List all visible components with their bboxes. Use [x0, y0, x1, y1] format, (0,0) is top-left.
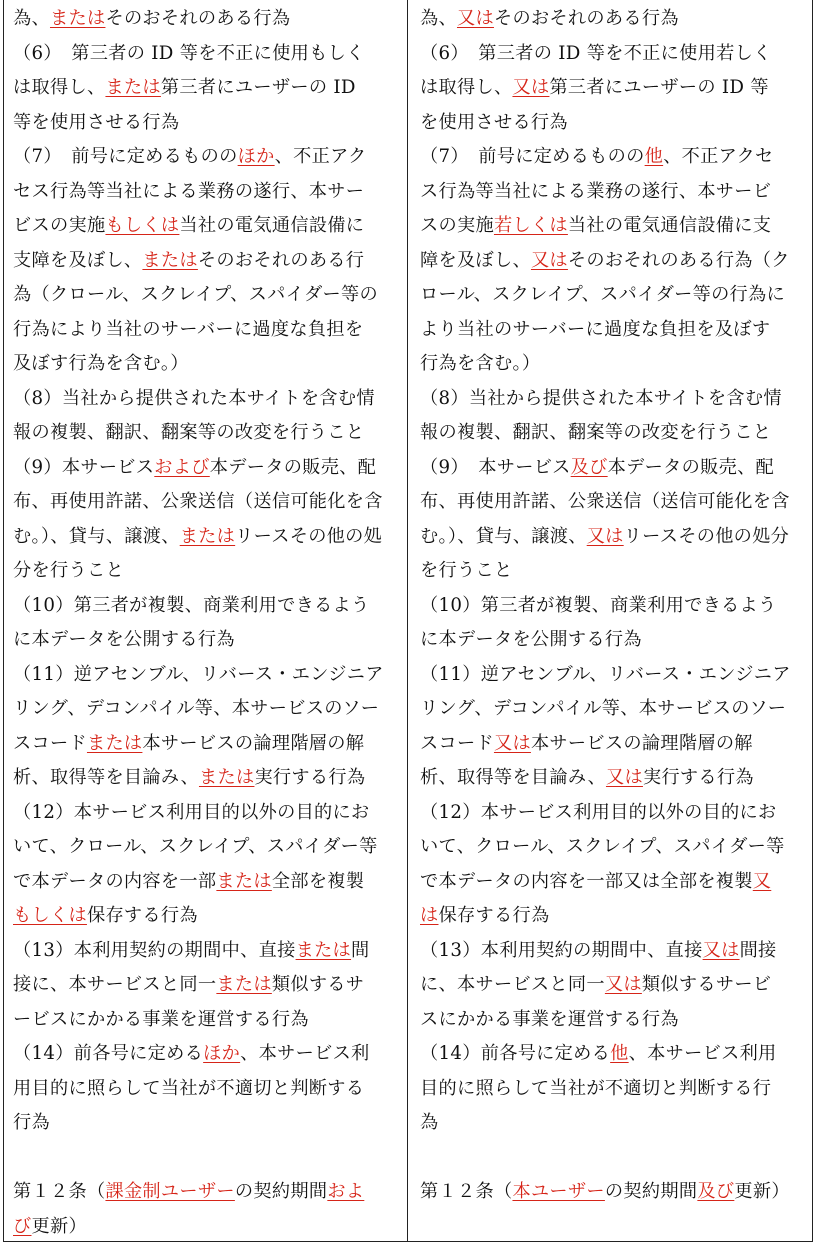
text-segment: 本データの販売、配 — [209, 456, 377, 478]
text-line — [13, 1175, 401, 1210]
text-segment: 障を及ぼし、 — [420, 249, 531, 271]
text-segment: 類似するサ — [271, 974, 365, 995]
text-segment: 更新） — [31, 1215, 87, 1237]
text-line — [420, 692, 804, 727]
highlighted-term: 又は — [605, 767, 643, 788]
text-segment: 及ぼす行為を含む。） — [13, 353, 189, 374]
text-segment: ービスにかかる事業を運営する行為 — [13, 1008, 309, 1030]
text-line — [420, 485, 804, 520]
text-segment: に本データを公開する行為 — [13, 629, 235, 650]
text-segment: を使用させる行為 — [420, 111, 568, 133]
text-segment: （13）本利用契約の期間中、直接 — [420, 939, 703, 961]
text-line — [13, 899, 401, 934]
text-line — [420, 1003, 804, 1038]
text-segment: スにかかる事業を運営する行為 — [420, 1008, 679, 1030]
text-line — [13, 968, 401, 1003]
text-segment: 析、取得等を目論み、 — [420, 767, 606, 788]
text-segment: 間 — [351, 939, 370, 961]
text-line — [420, 37, 804, 72]
text-segment: 当社の電気通信設備に支 — [567, 215, 772, 236]
text-line — [420, 2, 804, 37]
text-segment: （6） 第三者の ID 等を不正に使用もしく — [13, 42, 365, 64]
text-segment: 等を使用させる行為 — [13, 111, 180, 133]
text-segment: 支障を及ぼし、 — [13, 249, 143, 271]
text-line — [13, 485, 401, 520]
highlighted-term: 又は — [604, 974, 642, 995]
text-segment: 本サービスの論理階層の解 — [530, 732, 753, 754]
text-segment: 接に、本サービスと同一 — [13, 974, 217, 995]
text-line — [13, 1003, 401, 1038]
text-line — [420, 140, 804, 175]
highlighted-term: は — [420, 905, 439, 926]
text-line — [13, 934, 401, 969]
text-segment: で本データの内容を一部又は全部を複製 — [420, 870, 753, 892]
text-segment: 第１２条（ — [420, 1181, 513, 1202]
text-segment: 為、 — [13, 8, 50, 29]
text-segment: に、本サービスと同一 — [420, 974, 605, 995]
text-line — [13, 1072, 401, 1107]
text-line — [420, 554, 804, 589]
text-segment: 行為 — [13, 1112, 50, 1133]
text-line — [13, 71, 401, 106]
text-line — [13, 554, 401, 589]
text-line — [13, 623, 401, 658]
text-line — [13, 244, 401, 279]
text-line — [420, 796, 804, 831]
text-line — [420, 1106, 804, 1141]
text-line — [420, 209, 804, 244]
text-line — [13, 278, 401, 313]
text-segment: 、本サービス利 — [240, 1043, 370, 1064]
text-segment: スコード — [420, 732, 494, 754]
text-segment: 用目的に照らして当社が不適切と判断する — [13, 1077, 365, 1099]
text-line — [420, 968, 804, 1003]
text-line — [13, 520, 401, 555]
text-segment: は取得し、 — [420, 77, 513, 98]
text-segment: 行為により当社のサーバーに過度な負担を — [13, 318, 364, 340]
text-segment: 本サービスの論理階層の解 — [142, 732, 365, 754]
text-line — [13, 209, 401, 244]
highlighted-term: 他 — [644, 146, 664, 167]
highlighted-term: ほか — [203, 1043, 241, 1064]
text-segment: 布、再使用許諾、公衆送信（送信可能化を含 — [13, 491, 383, 512]
text-segment: いて、クロール、スクレイプ、スパイダー等 — [420, 836, 785, 857]
text-segment: （10）第三者が複製、商業利用できるよう — [420, 594, 777, 616]
text-line — [13, 347, 401, 382]
text-line — [13, 865, 401, 900]
text-segment: 析、取得等を目論み、 — [13, 767, 199, 788]
text-segment: は取得し、 — [13, 77, 106, 98]
highlighted-term: もしくは — [13, 905, 87, 926]
text-segment: 保存する行為 — [438, 905, 550, 926]
text-line — [13, 589, 401, 624]
text-segment: 、不正アクセ — [663, 146, 774, 167]
highlighted-term: 又は — [456, 8, 494, 29]
text-segment: 分を行うこと — [13, 560, 124, 581]
text-segment: （7） 前号に定めるものの — [13, 146, 238, 167]
text-line — [13, 2, 401, 37]
text-segment: 行為を含む。） — [420, 353, 541, 374]
highlighted-term: 課金制ユーザー — [105, 1181, 235, 1202]
text-segment: いて、クロール、スクレイプ、スパイダー等 — [13, 836, 378, 857]
text-segment: 報の複製、翻訳、翻案等の改変を行うこと — [420, 422, 772, 443]
text-line — [420, 830, 804, 865]
highlighted-term: または — [86, 732, 143, 754]
text-segment: 為 — [420, 1112, 439, 1133]
text-segment: 当社の電気通信設備に — [179, 215, 365, 236]
highlighted-term: または — [216, 974, 272, 995]
highlighted-term: 若しくは — [493, 215, 568, 236]
text-segment: 第三者にユーザーの ID — [160, 77, 356, 98]
text-line — [420, 623, 804, 658]
text-line — [420, 865, 804, 900]
text-segment: に本データを公開する行為 — [420, 629, 642, 650]
text-segment: む。）、貸与、譲渡、 — [13, 525, 180, 547]
text-line — [420, 1175, 804, 1210]
text-segment: 実行する行為 — [254, 767, 366, 788]
text-line — [13, 1106, 401, 1141]
text-line — [420, 71, 804, 106]
text-line — [13, 313, 401, 348]
text-segment: スの実施 — [420, 215, 494, 236]
text-line — [13, 382, 401, 417]
left-column-original — [4, 0, 408, 1241]
text-segment: 実行する行為 — [642, 767, 754, 788]
text-segment: リング、デコンパイル等、本サービスのソー — [13, 698, 380, 719]
text-segment: （6） 第三者の ID 等を不正に使用若しく — [420, 42, 772, 64]
highlighted-term: もしくは — [105, 215, 180, 236]
text-line — [13, 1210, 401, 1242]
text-line — [420, 244, 804, 279]
right-column-revised — [408, 0, 812, 1241]
text-segment: 為、 — [420, 8, 457, 29]
text-line — [420, 520, 804, 555]
highlighted-term: 又は — [512, 77, 550, 98]
highlighted-term: 又 — [752, 870, 772, 892]
text-segment: を行うこと — [420, 560, 513, 581]
text-segment: の契約期間 — [604, 1181, 698, 1202]
text-line — [420, 1072, 804, 1107]
text-line — [420, 416, 804, 451]
highlighted-term: または — [216, 870, 272, 892]
text-line — [13, 830, 401, 865]
text-segment: そのおそれのある行為 — [493, 8, 679, 29]
text-line — [420, 106, 804, 141]
highlighted-term: 又は — [586, 525, 624, 547]
text-line — [420, 899, 804, 934]
text-line — [420, 451, 804, 486]
text-segment: （13）本利用契約の期間中、直接 — [13, 939, 296, 961]
highlighted-term: 及び — [570, 456, 608, 478]
text-line — [13, 796, 401, 831]
text-segment: 類似するサービ — [641, 974, 772, 995]
text-line — [420, 761, 804, 796]
text-line — [13, 1037, 401, 1072]
text-segment: （11）逆アセンブル、リバース・エンジニア — [13, 663, 384, 685]
text-line — [420, 313, 804, 348]
highlighted-term: または — [295, 939, 352, 961]
highlighted-term: ほか — [237, 146, 275, 167]
text-segment: （14）前各号に定める — [13, 1043, 204, 1064]
text-line — [420, 934, 804, 969]
text-segment: より当社のサーバーに過度な負担を及ぼす — [420, 318, 771, 340]
comparison-table — [3, 0, 813, 1242]
text-segment: 本データの販売、配 — [607, 456, 775, 478]
text-segment: 全部を複製 — [271, 870, 365, 892]
text-line — [420, 727, 804, 762]
text-segment: 、不正アク — [274, 146, 367, 167]
text-line — [13, 658, 401, 693]
text-segment: ロール、スクレイプ、スパイダー等の行為に — [420, 284, 786, 305]
text-segment: スコード — [13, 732, 87, 754]
text-line — [13, 140, 401, 175]
text-segment: で本データの内容を一部 — [13, 870, 217, 892]
text-segment: （8）当社から提供された本サイトを含む情 — [13, 387, 375, 409]
text-segment: （11）逆アセンブル、リバース・エンジニア — [420, 663, 791, 685]
text-line — [420, 347, 804, 382]
text-line — [420, 1141, 804, 1176]
text-segment: （9） 本サービス — [420, 456, 571, 478]
text-line — [13, 175, 401, 210]
text-segment: む。）、貸与、譲渡、 — [420, 525, 587, 547]
text-segment: リースその他の処分 — [623, 525, 790, 547]
text-line — [13, 1141, 401, 1176]
highlighted-term: または — [142, 249, 198, 271]
text-line — [420, 658, 804, 693]
text-segment: 目的に照らして当社が不適切と判断する行 — [420, 1077, 772, 1099]
text-segment: 、本サービス利用 — [628, 1043, 777, 1064]
text-line — [13, 451, 401, 486]
highlighted-term: 本ユーザー — [512, 1181, 605, 1202]
highlighted-term: 又は — [530, 249, 568, 271]
text-segment: セス行為等当社による業務の遂行、本サー — [13, 180, 365, 202]
text-segment: 第１２条（ — [13, 1181, 106, 1202]
highlighted-term: または — [49, 8, 106, 29]
highlighted-term: び — [13, 1215, 32, 1237]
text-segment: 布、再使用許諾、公衆送信（送信可能化を含 — [420, 491, 790, 512]
text-line — [420, 382, 804, 417]
text-line — [13, 37, 401, 72]
text-segment: （9）本サービス — [13, 456, 155, 478]
highlighted-term: 及び — [697, 1181, 735, 1202]
text-segment: そのおそれのある行為（ク — [567, 249, 790, 271]
text-line — [13, 106, 401, 141]
text-segment: リースその他の処 — [235, 525, 383, 547]
text-segment: そのおそれのある行為 — [105, 8, 291, 29]
text-segment: （8）当社から提供された本サイトを含む情 — [420, 387, 782, 409]
text-segment: （14）前各号に定める — [420, 1043, 611, 1064]
text-segment: 間接 — [739, 939, 777, 961]
highlighted-term: 又は — [493, 732, 531, 754]
text-line — [13, 761, 401, 796]
text-line — [13, 416, 401, 451]
highlighted-term: およ — [327, 1181, 365, 1202]
text-segment: 更新） — [734, 1181, 790, 1202]
text-line — [13, 692, 401, 727]
text-line — [420, 175, 804, 210]
highlighted-term: および — [154, 456, 210, 478]
text-segment: （10）第三者が複製、商業利用できるよう — [13, 594, 370, 616]
text-line — [13, 727, 401, 762]
text-line — [420, 589, 804, 624]
text-segment: ス行為等当社による業務の遂行、本サービ — [420, 180, 772, 202]
text-segment: 第三者にユーザーの ID 等 — [549, 77, 769, 98]
text-segment: そのおそれのある行 — [197, 249, 365, 271]
highlighted-term: または — [105, 77, 161, 98]
highlighted-term: または — [179, 525, 236, 547]
highlighted-term: または — [198, 767, 255, 788]
text-segment: 為（クロール、スクレイプ、スパイダー等の — [13, 284, 379, 305]
text-segment: 保存する行為 — [86, 905, 198, 926]
text-segment: リング、デコンパイル等、本サービスのソー — [420, 698, 787, 719]
highlighted-term: 又は — [702, 939, 740, 961]
highlighted-term: 他 — [610, 1043, 629, 1064]
text-segment: ビスの実施 — [13, 215, 106, 236]
text-segment: （12）本サービス利用目的以外の目的にお — [13, 801, 370, 823]
text-segment: の契約期間 — [234, 1181, 328, 1202]
text-segment: 報の複製、翻訳、翻案等の改変を行うこと — [13, 422, 365, 443]
text-line — [420, 1037, 804, 1072]
text-segment: （7） 前号に定めるものの — [420, 146, 645, 167]
text-segment: （12）本サービス利用目的以外の目的にお — [420, 801, 777, 823]
text-line — [420, 278, 804, 313]
